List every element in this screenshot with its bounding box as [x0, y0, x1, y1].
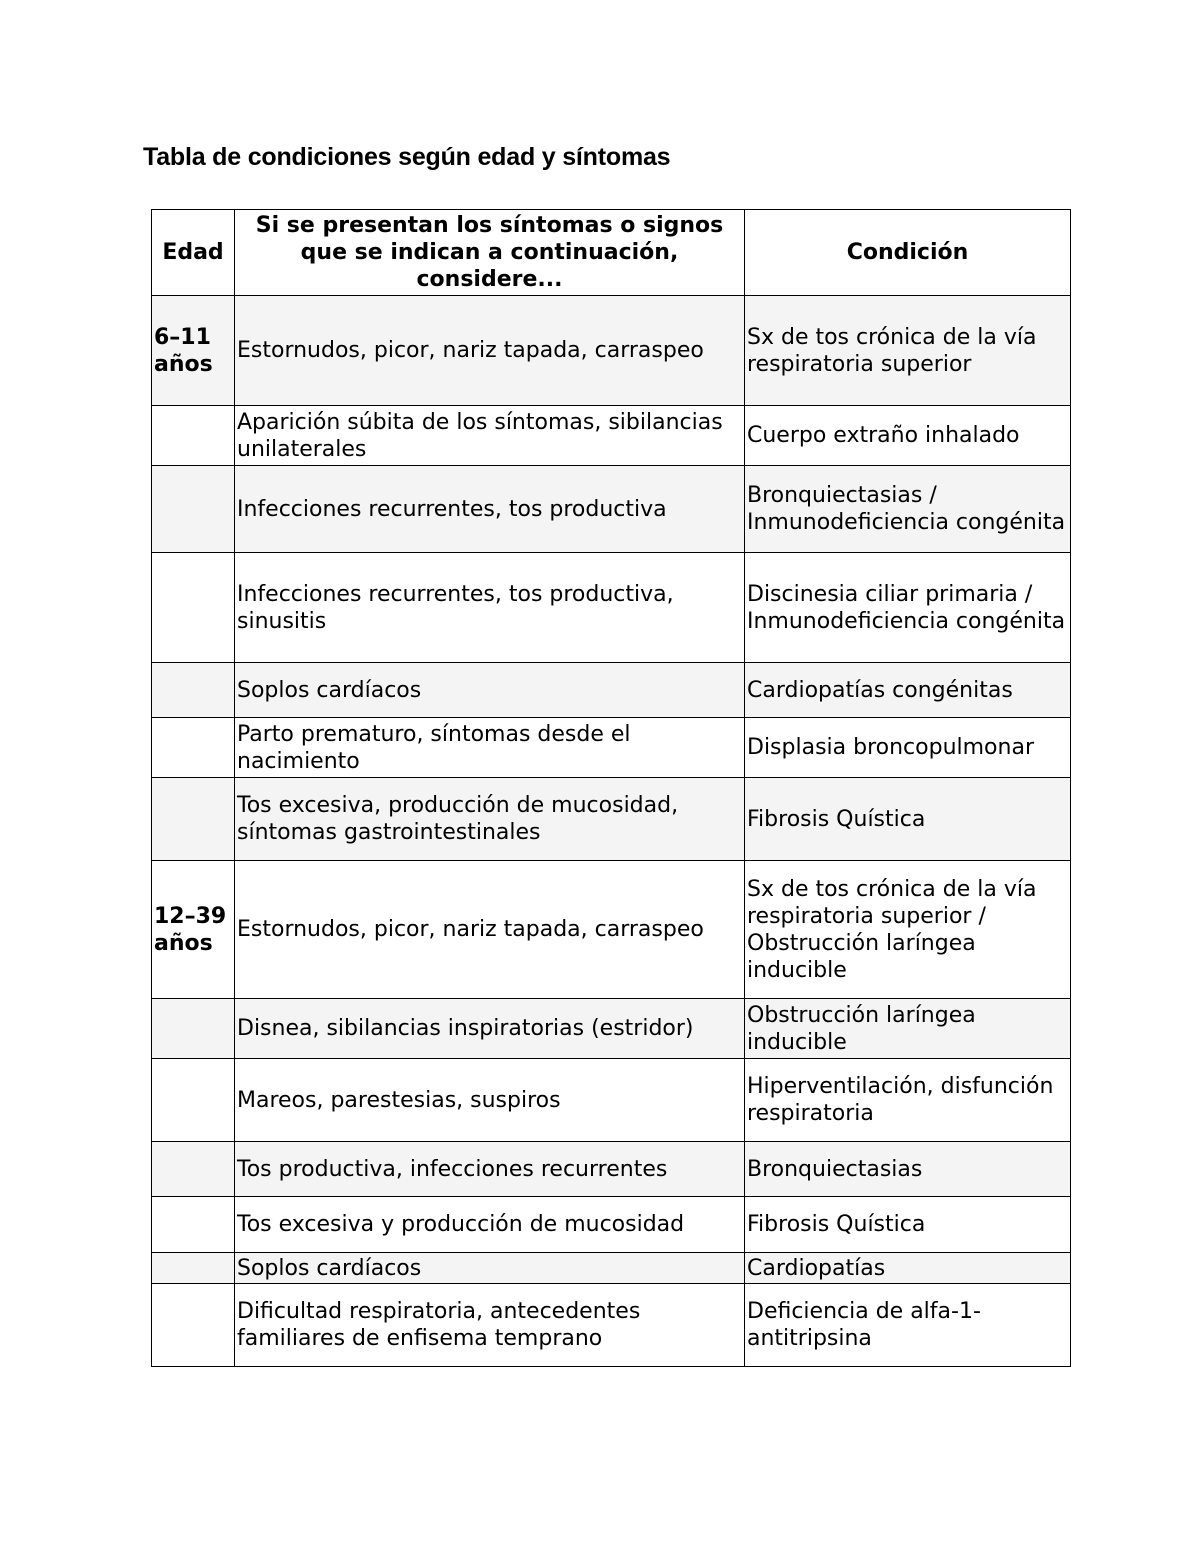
age-cell [152, 1253, 235, 1284]
condition-cell: Deficiencia de alfa-1-antitripsina [745, 1284, 1071, 1367]
symptoms-cell: Infecciones recurrentes, tos productiva [235, 466, 745, 553]
age-cell [152, 553, 235, 663]
age-cell [152, 663, 235, 718]
table-row [152, 1253, 1071, 1284]
symptoms-cell: Soplos cardíacos [235, 1253, 745, 1284]
condition-cell: Bronquiectasias [745, 1142, 1071, 1197]
symptoms-cell: Aparición súbita de los síntomas, sibilancias unilaterales [235, 406, 745, 466]
table-header-row [152, 210, 1071, 296]
condition-cell: Bronquiectasias / Inmunodeficiencia congénita [745, 466, 1071, 553]
symptoms-cell: Disnea, sibilancias inspiratorias (estridor) [235, 999, 745, 1059]
condition-cell: Cardiopatías congénitas [745, 663, 1071, 718]
condition-cell: Cardiopatías [745, 1253, 1071, 1284]
symptoms-cell: Tos productiva, infecciones recurrentes [235, 1142, 745, 1197]
header-condition: Condición [745, 210, 1071, 296]
age-cell [152, 999, 235, 1059]
document-title: Tabla de condiciones según edad y síntomas [143, 143, 671, 171]
table-row [152, 1284, 1071, 1367]
symptoms-cell: Dificultad respiratoria, antecedentes familiares de enfisema temprano [235, 1284, 745, 1367]
table-row [152, 718, 1071, 778]
symptoms-cell: Tos excesiva y producción de mucosidad [235, 1197, 745, 1253]
age-cell [152, 718, 235, 778]
age-cell [152, 406, 235, 466]
age-cell [152, 1142, 235, 1197]
table-row [152, 778, 1071, 861]
header-age: Edad [152, 210, 235, 296]
table-row [152, 406, 1071, 466]
condition-cell: Discinesia ciliar primaria / Inmunodeficiencia congénita [745, 553, 1071, 663]
condition-cell: Sx de tos crónica de la vía respiratoria superior / Obstrucción laríngea inducible [745, 861, 1071, 999]
condition-cell: Fibrosis Quística [745, 1197, 1071, 1253]
condition-cell: Obstrucción laríngea inducible [745, 999, 1071, 1059]
age-cell [152, 466, 235, 553]
condition-cell: Hiperventilación, disfunción respiratoria [745, 1059, 1071, 1142]
age-cell: 6–11 años [152, 296, 235, 406]
conditions-table [151, 209, 1071, 1367]
symptoms-cell: Estornudos, picor, nariz tapada, carraspeo [235, 296, 745, 406]
table-row [152, 663, 1071, 718]
symptoms-cell: Parto prematuro, síntomas desde el nacimiento [235, 718, 745, 778]
header-symptoms: Si se presentan los síntomas o signos que se indican a continuación, considere... [235, 210, 745, 296]
condition-cell: Cuerpo extraño inhalado [745, 406, 1071, 466]
age-cell [152, 1059, 235, 1142]
condition-cell: Fibrosis Quística [745, 778, 1071, 861]
symptoms-cell: Estornudos, picor, nariz tapada, carraspeo [235, 861, 745, 999]
symptoms-cell: Soplos cardíacos [235, 663, 745, 718]
table-row [152, 1059, 1071, 1142]
symptoms-cell: Mareos, parestesias, suspiros [235, 1059, 745, 1142]
table-row [152, 466, 1071, 553]
condition-cell: Displasia broncopulmonar [745, 718, 1071, 778]
table-row [152, 999, 1071, 1059]
condition-cell: Sx de tos crónica de la vía respiratoria superior [745, 296, 1071, 406]
table-row [152, 1142, 1071, 1197]
age-cell [152, 778, 235, 861]
age-cell: 12–39 años [152, 861, 235, 999]
table-row [152, 296, 1071, 406]
table-row [152, 553, 1071, 663]
age-cell [152, 1197, 235, 1253]
table-row [152, 861, 1071, 999]
age-cell [152, 1284, 235, 1367]
symptoms-cell: Tos excesiva, producción de mucosidad, síntomas gastrointestinales [235, 778, 745, 861]
symptoms-cell: Infecciones recurrentes, tos productiva, sinusitis [235, 553, 745, 663]
table-row [152, 1197, 1071, 1253]
